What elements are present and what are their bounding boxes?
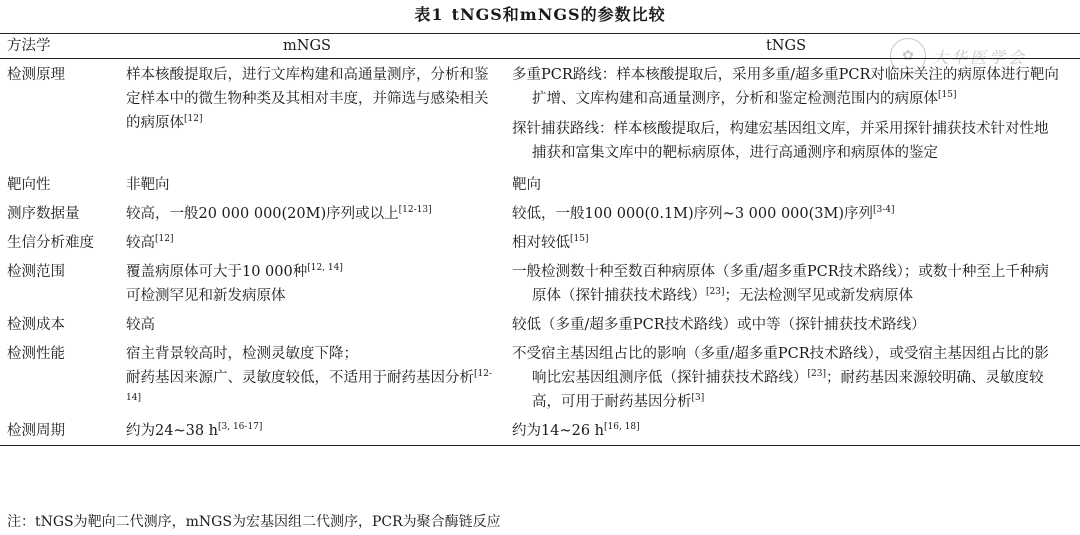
row-label: 测序数据量 bbox=[7, 206, 80, 222]
tngs-cell: 约为14~26 h[16, 18] bbox=[512, 422, 640, 439]
mngs-text: 耐药基因来源广、灵敏度较低，不适用于耐药基因分析[12-14] bbox=[126, 369, 493, 403]
row-label: 生信分析难度 bbox=[7, 235, 94, 251]
row-label: 检测原理 bbox=[7, 67, 65, 83]
mngs-cell: 较高 bbox=[126, 317, 155, 333]
row-label: 检测成本 bbox=[7, 317, 65, 333]
mngs-cell: 较高[12] bbox=[126, 234, 174, 251]
tngs-cell: 较低（多重/超多重PCR技术路线）或中等（探针捕获技术路线） bbox=[512, 317, 926, 333]
citation: [3, 16-17] bbox=[218, 422, 263, 432]
citation: [12] bbox=[184, 114, 203, 124]
citation: [12, 14] bbox=[307, 263, 343, 273]
tngs-text: 不受宿主基因组占比的影响（多重/超多重PCR技术路线），或受宿主基因组占比的影响比宏基因组测序低（探针捕获技术路线）[23]；耐药基因来源较明确、灵敏度较高，可用于耐药基因分析[3] bbox=[512, 346, 1049, 410]
mngs-text: 样本核酸提取后，进行文库构建和高通量测序，分析和鉴定样本中的微生物种类及其相对丰度，并筛选与感染相关的病原体[12] bbox=[126, 67, 489, 131]
table-number: 表1 bbox=[414, 5, 444, 24]
row-label: 靶向性 bbox=[7, 177, 51, 193]
table-header-row bbox=[0, 34, 1080, 59]
citation: [12-13] bbox=[398, 205, 432, 215]
citation: [23] bbox=[807, 369, 826, 379]
tngs-cell: 较低，一般100 000(0.1M)序列~3 000 000(3M)序列[3-4] bbox=[512, 205, 895, 222]
comparison-table bbox=[0, 33, 1080, 446]
tngs-text: 探针捕获路线：样本核酸提取后，构建宏基因组文库，并采用探针捕获技术针对性地捕获和富集文库中的靶标病原体，进行高通测序和病原体的鉴定 bbox=[512, 121, 1049, 161]
tngs-cell bbox=[502, 260, 1080, 308]
table-row bbox=[0, 231, 1080, 255]
mngs-cell: 覆盖病原体可大于10 000种[12, 14] 可检测罕见和新发病原体 bbox=[126, 263, 343, 304]
table-row bbox=[0, 202, 1080, 226]
tngs-cell: 相对较低[15] bbox=[512, 234, 589, 251]
watermark-text: 大华医学会 bbox=[932, 47, 1028, 67]
header-tngs: tNGS bbox=[765, 38, 807, 54]
citation: [23] bbox=[706, 287, 725, 297]
header-mngs: mNGS bbox=[283, 38, 331, 54]
citation: [15] bbox=[570, 234, 589, 244]
tngs-cell: 靶向 bbox=[512, 177, 541, 193]
tngs-cell bbox=[502, 342, 1080, 414]
tngs-text: 多重PCR路线：样本核酸提取后，采用多重/超多重PCR对临床关注的病原体进行靶向扩增、文库构建和高通量测序，分析和鉴定检测范围内的病原体[15] bbox=[512, 67, 1059, 107]
table-row bbox=[0, 419, 1080, 443]
table-footnote: 注：tNGS为靶向二代测序，mNGS为宏基因组二代测序，PCR为聚合酶链反应 bbox=[7, 514, 501, 530]
row-label: 检测周期 bbox=[7, 423, 65, 439]
mngs-cell bbox=[116, 63, 502, 165]
mngs-cell: 非靶向 bbox=[126, 177, 170, 193]
mngs-cell: 较高，一般20 000 000(20M)序列或以上[12-13] bbox=[126, 205, 432, 222]
citation: [12-14] bbox=[126, 369, 493, 403]
table-row bbox=[0, 342, 1080, 414]
table-title: tNGS和mNGS的参数比较 bbox=[451, 5, 666, 24]
tngs-cell bbox=[502, 63, 1080, 165]
citation: [3] bbox=[691, 393, 705, 403]
row-label: 检测范围 bbox=[7, 264, 65, 280]
table-row bbox=[0, 260, 1080, 308]
citation: [12] bbox=[155, 234, 174, 244]
table-row bbox=[0, 313, 1080, 337]
citation: [3-4] bbox=[873, 205, 895, 215]
mngs-cell: 宿主背景较高时，检测灵敏度下降； 耐药基因来源广、灵敏度较低，不适用于耐药基因分析[12-14] bbox=[116, 342, 502, 414]
table-row bbox=[0, 173, 1080, 197]
seal-emblem-icon: ✿ bbox=[890, 38, 926, 74]
tngs-text: 一般检测数十种至数百种病原体（多重/超多重PCR技术路线）；或数十种至上千种病原体（探针捕获技术路线）[23]；无法检测罕见或新发病原体 bbox=[512, 264, 1049, 304]
citation: [15] bbox=[938, 90, 957, 100]
table-caption bbox=[0, 4, 1080, 26]
citation: [16, 18] bbox=[604, 422, 640, 432]
mngs-cell: 约为24~38 h[3, 16-17] bbox=[126, 422, 263, 439]
header-method: 方法学 bbox=[7, 38, 51, 54]
table-row bbox=[0, 63, 1080, 165]
row-label: 检测性能 bbox=[7, 346, 65, 362]
